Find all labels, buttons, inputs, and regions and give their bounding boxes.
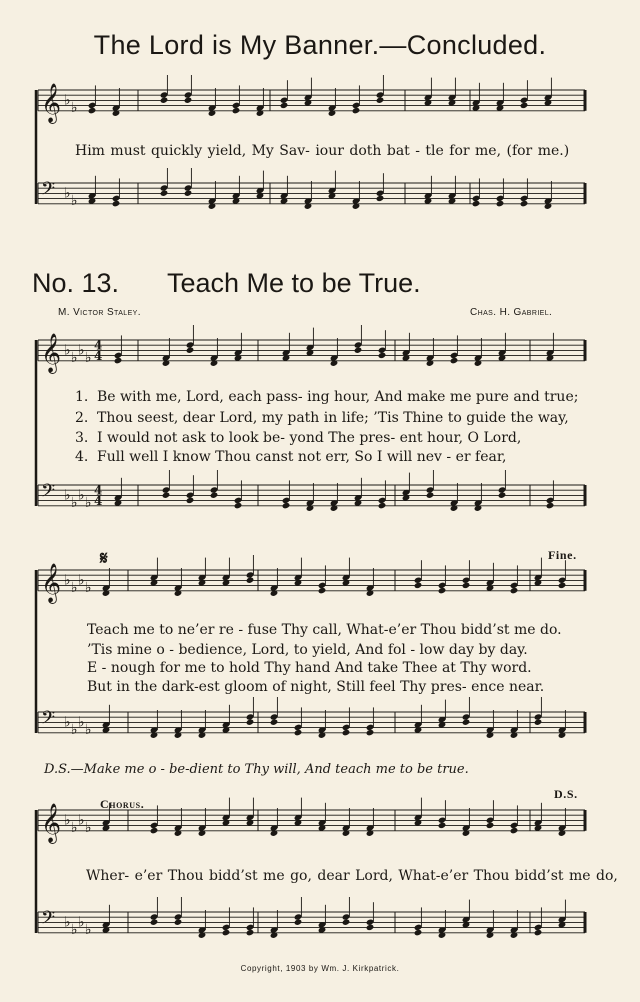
flat-sign-icon: ♭ bbox=[64, 914, 71, 931]
flat-sign-icon: ♭ bbox=[78, 572, 85, 589]
flat-sign-icon: ♭ bbox=[85, 922, 92, 939]
flat-sign-icon: ♭ bbox=[64, 342, 71, 359]
note-head bbox=[496, 200, 505, 207]
note-head bbox=[534, 719, 543, 726]
note-head bbox=[342, 729, 351, 736]
segno-sign: 𝄋 bbox=[100, 548, 108, 569]
chorus-label: Chorus. bbox=[100, 797, 145, 811]
note-head bbox=[282, 502, 291, 509]
flat-sign-icon: ♭ bbox=[71, 100, 78, 117]
note-head bbox=[160, 190, 169, 197]
flat-sign-icon: ♭ bbox=[78, 487, 85, 504]
note-head bbox=[246, 577, 255, 584]
refrain-line: ’Tis mine o - bedience, Lord, to yield, And fol - low day by day. bbox=[87, 642, 528, 658]
note-head bbox=[520, 200, 529, 207]
bass-clef-icon: 𝄢 bbox=[41, 179, 56, 204]
note-head bbox=[150, 919, 159, 926]
ds-mark: D.S. bbox=[554, 787, 578, 801]
note-head bbox=[498, 492, 507, 499]
note-head bbox=[534, 929, 543, 936]
flat-sign-icon: ♭ bbox=[64, 812, 71, 829]
flat-sign-icon: ♭ bbox=[71, 580, 78, 597]
bass-clef-icon: 𝄢 bbox=[41, 908, 56, 933]
flat-sign-icon: ♭ bbox=[85, 580, 92, 597]
time-signature-top: 4 bbox=[94, 483, 103, 498]
hymn-title: Teach Me to be True. bbox=[167, 268, 421, 298]
bass-clef-icon: 𝄢 bbox=[41, 708, 56, 733]
time-signature-top: 4 bbox=[94, 338, 103, 353]
hymn-heading bbox=[32, 268, 421, 299]
flat-sign-icon: ♭ bbox=[85, 722, 92, 739]
note-head bbox=[234, 502, 243, 509]
note-head bbox=[174, 919, 183, 926]
note-head bbox=[210, 492, 219, 499]
flat-sign-icon: ♭ bbox=[71, 350, 78, 367]
note-head bbox=[558, 582, 567, 589]
verse-number: 4. bbox=[75, 449, 89, 465]
verse-line bbox=[75, 449, 575, 465]
verse-line bbox=[75, 389, 579, 405]
note-head bbox=[246, 719, 255, 726]
note-head bbox=[546, 502, 555, 509]
note-head bbox=[414, 582, 423, 589]
verse-line bbox=[75, 410, 575, 426]
note-head bbox=[414, 929, 423, 936]
note-head bbox=[462, 719, 471, 726]
verse-number: 1. bbox=[75, 389, 89, 405]
flat-sign-icon: ♭ bbox=[85, 495, 92, 512]
treble-clef-icon: 𝄞 bbox=[41, 562, 62, 603]
lyricist-credit: M. Victor Staley. bbox=[58, 307, 141, 318]
flat-sign-icon: ♭ bbox=[64, 487, 71, 504]
note-head bbox=[376, 195, 385, 202]
hymn-number: No. 13. bbox=[32, 268, 120, 298]
da-segno-lyric: D.S.—Make me o - be-dient to Thy will, And teach me to be true. bbox=[44, 762, 469, 777]
treble-clef-icon: 𝄞 bbox=[41, 82, 62, 123]
verse-number: 3. bbox=[75, 430, 89, 446]
fine-mark: Fine. bbox=[548, 548, 577, 562]
note-head bbox=[366, 924, 375, 931]
note-head bbox=[186, 497, 195, 504]
refrain-line: E - nough for me to hold Thy hand And take Thee at Thy word. bbox=[87, 660, 532, 676]
note-head bbox=[354, 347, 363, 354]
note-head bbox=[184, 190, 193, 197]
composer-credit: Chas. H. Gabriel. bbox=[470, 307, 553, 318]
chorus-lyric-line: Wher- e’er Thou bidd’st me go, dear Lord, What-e’er Thou bidd’st me do, bbox=[86, 868, 618, 884]
note-head bbox=[520, 102, 529, 109]
continued-hymn-title: The Lord is My Banner.—Concluded. bbox=[93, 30, 547, 60]
flat-sign-icon: ♭ bbox=[71, 722, 78, 739]
note-head bbox=[280, 102, 289, 109]
flat-sign-icon: ♭ bbox=[78, 914, 85, 931]
flat-sign-icon: ♭ bbox=[71, 922, 78, 939]
note-head bbox=[450, 357, 459, 364]
note-head bbox=[366, 729, 375, 736]
note-head bbox=[376, 97, 385, 104]
note-head bbox=[426, 492, 435, 499]
note-head bbox=[88, 107, 97, 114]
refrain-line: But in the dark-est gloom of night, Still feel Thy pres- ence near. bbox=[87, 679, 545, 695]
verse-text: I would not ask to look be- yond The pres- ent hour, O Lord, bbox=[97, 430, 522, 446]
treble-clef-icon: 𝄞 bbox=[41, 802, 62, 843]
note-head bbox=[162, 492, 171, 499]
flat-sign-icon: ♭ bbox=[64, 714, 71, 731]
note-head bbox=[486, 822, 495, 829]
note-head bbox=[462, 582, 471, 589]
note-head bbox=[232, 107, 241, 114]
note-head bbox=[438, 587, 447, 594]
time-signature-bottom: 4 bbox=[94, 493, 103, 508]
verse-line bbox=[75, 430, 575, 446]
note-head bbox=[342, 919, 351, 926]
bass-clef-icon: 𝄢 bbox=[41, 481, 56, 506]
flat-sign-icon: ♭ bbox=[64, 92, 71, 109]
flat-sign-icon: ♭ bbox=[71, 495, 78, 512]
flat-sign-icon: ♭ bbox=[85, 350, 92, 367]
flat-sign-icon: ♭ bbox=[64, 185, 71, 202]
verse-text: Thou seest, dear Lord, my path in life; ’Tis Thine to guide the way, bbox=[97, 410, 569, 426]
note-head bbox=[114, 357, 123, 364]
note-head bbox=[112, 200, 121, 207]
note-head bbox=[222, 929, 231, 936]
note-head bbox=[378, 352, 387, 359]
verse-text: Be with me, Lord, each pass- ing hour, And make me pure and true; bbox=[97, 389, 579, 405]
note-head bbox=[438, 822, 447, 829]
note-head bbox=[318, 587, 327, 594]
verse-text: Full well I know Thou canst not err, So I will nev - er fear, bbox=[97, 449, 507, 465]
flat-sign-icon: ♭ bbox=[64, 572, 71, 589]
note-head bbox=[160, 97, 169, 104]
note-head bbox=[270, 719, 279, 726]
refrain-line: Teach me to ne’er re - fuse Thy call, What-e’er Thou bidd’st me do. bbox=[87, 622, 562, 638]
note-head bbox=[378, 502, 387, 509]
flat-sign-icon: ♭ bbox=[78, 342, 85, 359]
time-signature-bottom: 4 bbox=[94, 348, 103, 363]
note-head bbox=[184, 97, 193, 104]
note-head bbox=[352, 107, 361, 114]
flat-sign-icon: ♭ bbox=[78, 812, 85, 829]
note-head bbox=[472, 200, 481, 207]
copyright-notice: Copyright, 1903 by Wm. J. Kirkpatrick. bbox=[240, 964, 400, 973]
note-head bbox=[186, 347, 195, 354]
flat-sign-icon: ♭ bbox=[85, 820, 92, 837]
treble-clef-icon: 𝄞 bbox=[41, 332, 62, 373]
note-head bbox=[294, 729, 303, 736]
note-head bbox=[246, 929, 255, 936]
note-head bbox=[294, 919, 303, 926]
flat-sign-icon: ♭ bbox=[71, 820, 78, 837]
flat-sign-icon: ♭ bbox=[78, 714, 85, 731]
note-head bbox=[510, 587, 519, 594]
note-head bbox=[510, 827, 519, 834]
verse-number: 2. bbox=[75, 410, 89, 426]
note-head bbox=[150, 827, 159, 834]
concluded-lyric-line: Him must quickly yield, My Sav- iour doth bat - tle for me, (for me.) bbox=[75, 143, 570, 159]
flat-sign-icon: ♭ bbox=[71, 193, 78, 210]
